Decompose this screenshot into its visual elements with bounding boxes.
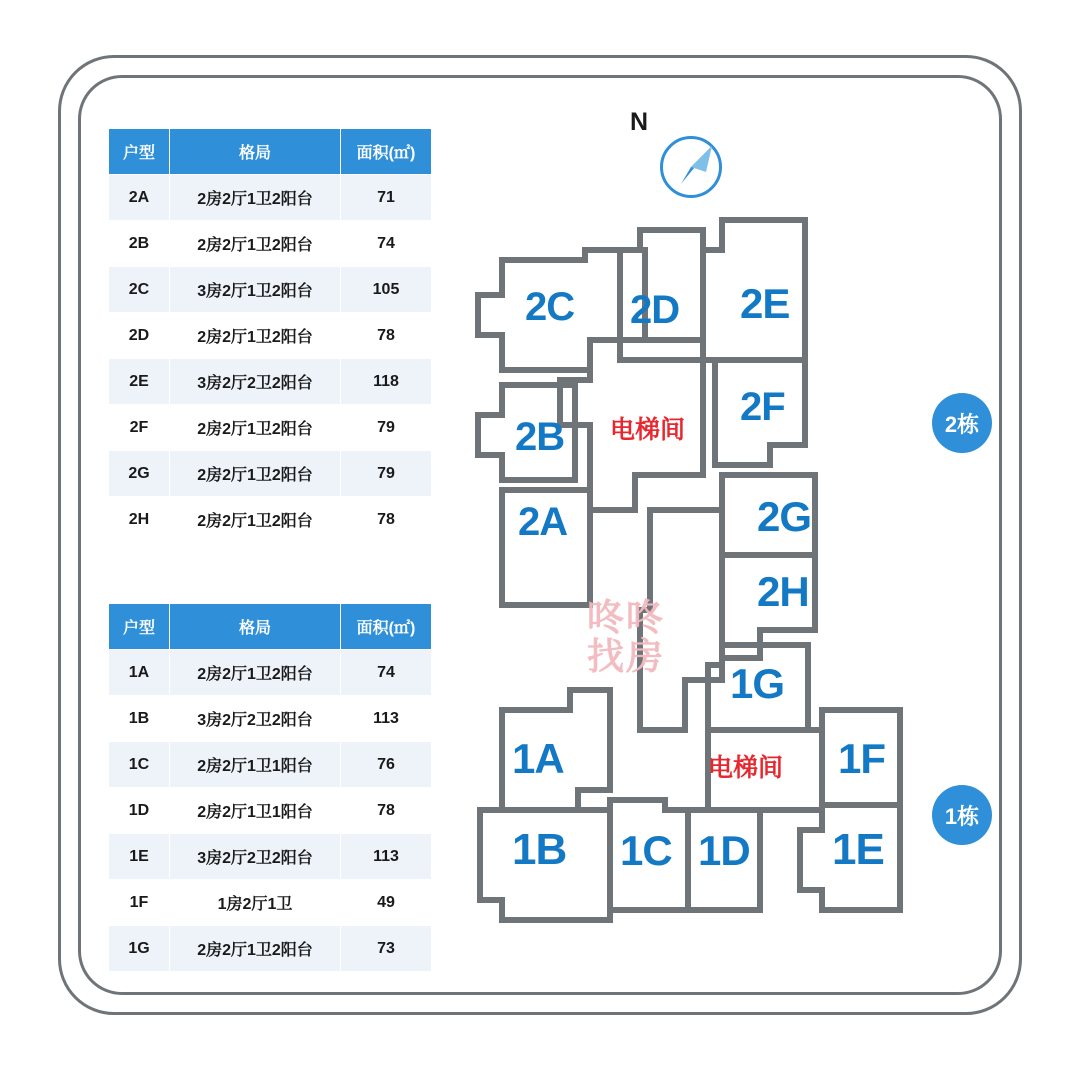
cell-layout: 2房2厅1卫1阳台 bbox=[170, 742, 341, 788]
cell-unit: 1B bbox=[109, 696, 170, 742]
watermark-line-2: 找房 bbox=[587, 635, 665, 677]
cell-layout: 3房2厅2卫2阳台 bbox=[170, 359, 341, 405]
table-row bbox=[109, 451, 432, 497]
table-row bbox=[109, 834, 432, 880]
cell-area: 49 bbox=[341, 880, 432, 926]
cell-unit: 2D bbox=[109, 313, 170, 359]
cell-area: 78 bbox=[341, 497, 432, 543]
cell-layout: 3房2厅2卫2阳台 bbox=[170, 696, 341, 742]
cell-area: 79 bbox=[341, 451, 432, 497]
table-row bbox=[109, 405, 432, 451]
unit-label-1e: 1E bbox=[832, 825, 884, 874]
elevator-hall-label-upper: 电梯间 bbox=[610, 416, 686, 444]
table-header-row bbox=[109, 604, 432, 650]
unit-label-2f: 2F bbox=[740, 385, 785, 429]
cell-unit: 1A bbox=[109, 650, 170, 696]
unit-label-2e: 2E bbox=[740, 280, 790, 327]
unit-label-1g: 1G bbox=[730, 660, 785, 707]
cell-layout: 2房2厅1卫2阳台 bbox=[170, 405, 341, 451]
cell-area: 71 bbox=[341, 175, 432, 221]
cell-unit: 2B bbox=[109, 221, 170, 267]
unit-table-building-1 bbox=[108, 603, 432, 972]
compass bbox=[630, 108, 750, 198]
building-1-badge: 1栋 bbox=[932, 785, 992, 845]
cell-area: 76 bbox=[341, 742, 432, 788]
watermark bbox=[556, 585, 696, 690]
compass-north-label: N bbox=[630, 108, 649, 136]
floor-plan-drawing bbox=[460, 210, 980, 950]
column-header-unit: 户型 bbox=[109, 129, 170, 175]
table-row bbox=[109, 650, 432, 696]
cell-unit: 1E bbox=[109, 834, 170, 880]
unit-label-1b: 1B bbox=[512, 825, 567, 874]
cell-area: 79 bbox=[341, 405, 432, 451]
table-row bbox=[109, 880, 432, 926]
cell-layout: 2房2厅1卫2阳台 bbox=[170, 451, 341, 497]
cell-area: 78 bbox=[341, 313, 432, 359]
table-row bbox=[109, 788, 432, 834]
table-row bbox=[109, 926, 432, 972]
cell-unit: 2H bbox=[109, 497, 170, 543]
table-header-row bbox=[109, 129, 432, 175]
cell-area: 105 bbox=[341, 267, 432, 313]
cell-layout: 1房2厅1卫 bbox=[170, 880, 341, 926]
cell-layout: 2房2厅1卫1阳台 bbox=[170, 788, 341, 834]
cell-unit: 2F bbox=[109, 405, 170, 451]
cell-layout: 3房2厅1卫2阳台 bbox=[170, 267, 341, 313]
table-row bbox=[109, 742, 432, 788]
unit-label-2h: 2H bbox=[757, 568, 809, 615]
cell-unit: 2A bbox=[109, 175, 170, 221]
elevator-hall-label-lower: 电梯间 bbox=[708, 754, 784, 782]
cell-unit: 1C bbox=[109, 742, 170, 788]
table-row bbox=[109, 313, 432, 359]
cell-area: 78 bbox=[341, 788, 432, 834]
column-header-area: 面积(㎡) bbox=[341, 604, 432, 650]
table-row bbox=[109, 497, 432, 543]
building-2-badge: 2栋 bbox=[932, 393, 992, 453]
table-row bbox=[109, 175, 432, 221]
cell-layout: 2房2厅1卫2阳台 bbox=[170, 926, 341, 972]
cell-area: 113 bbox=[341, 834, 432, 880]
cell-layout: 2房2厅1卫2阳台 bbox=[170, 175, 341, 221]
unit-label-2d: 2D bbox=[630, 288, 680, 332]
cell-unit: 1G bbox=[109, 926, 170, 972]
cell-layout: 3房2厅2卫2阳台 bbox=[170, 834, 341, 880]
column-header-unit: 户型 bbox=[109, 604, 170, 650]
table-row bbox=[109, 696, 432, 742]
cell-area: 118 bbox=[341, 359, 432, 405]
column-header-area: 面积(㎡) bbox=[341, 129, 432, 175]
table-row bbox=[109, 359, 432, 405]
cell-unit: 1F bbox=[109, 880, 170, 926]
cell-layout: 2房2厅1卫2阳台 bbox=[170, 221, 341, 267]
cell-unit: 2G bbox=[109, 451, 170, 497]
cell-area: 74 bbox=[341, 221, 432, 267]
unit-label-2c: 2C bbox=[525, 285, 575, 329]
unit-label-1a: 1A bbox=[512, 735, 564, 782]
cell-layout: 2房2厅1卫2阳台 bbox=[170, 313, 341, 359]
unit-label-2g: 2G bbox=[757, 493, 812, 540]
unit-label-2a: 2A bbox=[518, 500, 568, 544]
unit-table-building-2 bbox=[108, 128, 432, 543]
cell-area: 73 bbox=[341, 926, 432, 972]
unit-label-1f: 1F bbox=[838, 735, 886, 782]
cell-unit: 2C bbox=[109, 267, 170, 313]
column-header-layout: 格局 bbox=[170, 129, 341, 175]
cell-layout: 2房2厅1卫2阳台 bbox=[170, 497, 341, 543]
column-header-layout: 格局 bbox=[170, 604, 341, 650]
cell-layout: 2房2厅1卫2阳台 bbox=[170, 650, 341, 696]
compass-needle-icon bbox=[660, 136, 722, 198]
unit-label-1c: 1C bbox=[620, 827, 672, 874]
unit-label-1d: 1D bbox=[698, 827, 750, 874]
cell-area: 113 bbox=[341, 696, 432, 742]
cell-unit: 1D bbox=[109, 788, 170, 834]
table-row bbox=[109, 221, 432, 267]
unit-label-2b: 2B bbox=[515, 415, 565, 459]
cell-area: 74 bbox=[341, 650, 432, 696]
cell-unit: 2E bbox=[109, 359, 170, 405]
watermark-line-1: 咚咚 bbox=[587, 596, 665, 638]
table-row bbox=[109, 267, 432, 313]
